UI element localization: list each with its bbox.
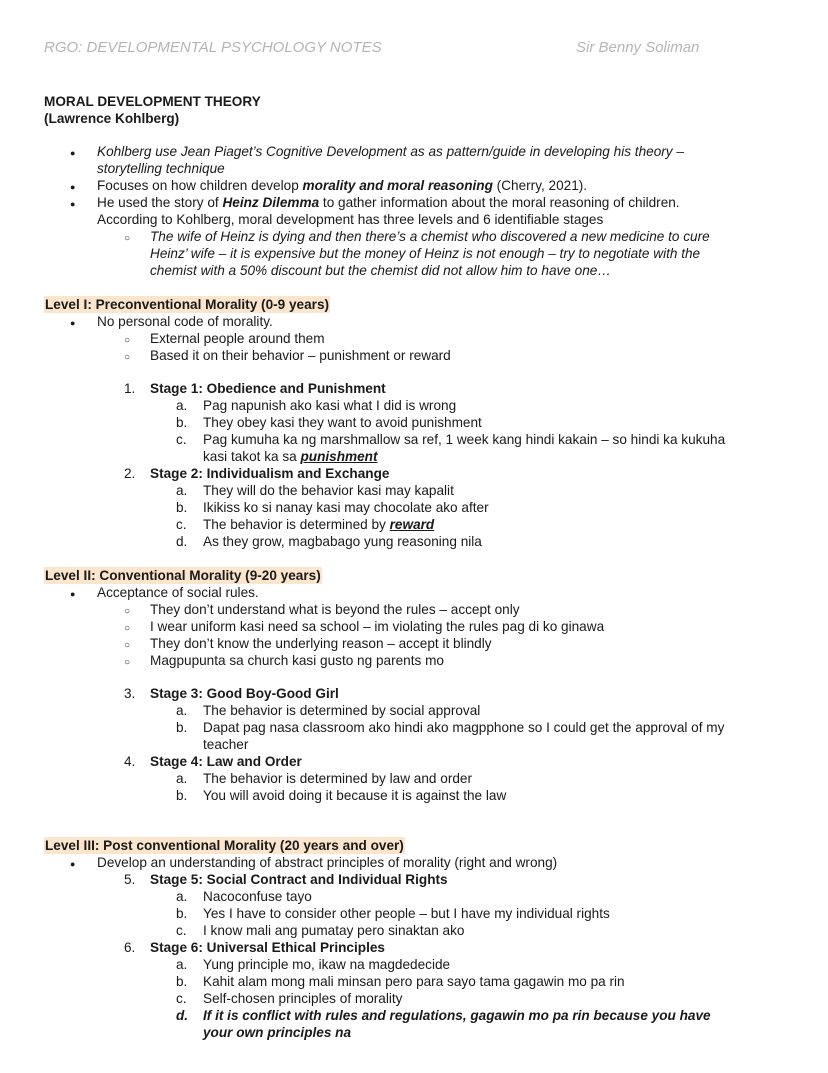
bullet-icon (70, 194, 75, 213)
bullet-icon (70, 143, 75, 162)
list-item: ● Kohlberg use Jean Piaget’s Cognitive Development as as pattern/guide in developing his theory – storytelling technique (0, 143, 828, 177)
circle-bullet-icon (124, 228, 130, 247)
page-header (44, 39, 784, 59)
list-item: ● He used the story of Heinz Dilemma to gather information about the moral reasoning of children. According to Kohlberg, moral development has three levels and 6 identifiable stages (0, 194, 828, 228)
list-item: c. Self-chosen principles of morality (176, 991, 403, 1006)
level-2-heading: Level II: Conventional Morality (9-20 years) (45, 568, 321, 583)
list-item: ○ The wife of Heinz is dying and then there’s a chemist who discovered a new medicine to cure Heinz’ wife – it is expensive but the money of Heinz is not enough – try to negotiate with the chemist with a 50% discount but the chemist did not allow him to have one… (0, 228, 828, 279)
list-item: b. Yes I have to consider other people – but I have my individual rights (176, 906, 610, 921)
level-1-section (0, 313, 828, 550)
list-item: b. Ikikiss ko si nanay kasi may chocolate ako after (176, 500, 489, 515)
list-item: c. Pag kumuha ka ng marshmallow sa ref, 1 week kang hindi kakain – so hindi ka kukuha kasi takot ka sa punishment (176, 432, 726, 464)
list-item: ○ I wear uniform kasi need sa school – im violating the rules pag di ko ginawa (0, 618, 828, 635)
list-item: ● Develop an understanding of abstract principles of morality (right and wrong) (0, 854, 828, 871)
list-item: c. I know mali ang pumatay pero sinaktan ako (176, 923, 465, 938)
list-item: a. The behavior is determined by social approval (176, 703, 481, 718)
list-item: ○ Based it on their behavior – punishment or reward (0, 347, 828, 364)
level-3-heading: Level III: Post conventional Morality (20 years and over) (45, 838, 404, 853)
level-1-heading: Level I: Preconventional Morality (0-9 years) (45, 297, 330, 312)
list-item: ● Focuses on how children develop morality and moral reasoning (Cherry, 2021). (0, 177, 828, 194)
list-item: ○ Magpupunta sa church kasi gusto ng parents mo (0, 652, 828, 669)
header-author: Sir Benny Soliman (576, 39, 700, 56)
list-item: ● No personal code of morality. (0, 313, 828, 330)
list-item: c. The behavior is determined by reward (176, 517, 435, 532)
level-2-section (0, 584, 828, 804)
header-course-title: RGO: DEVELOPMENTAL PSYCHOLOGY NOTES (44, 39, 382, 56)
list-item: a. They will do the behavior kasi may kapalit (176, 483, 454, 498)
stage-1-title: 1. Stage 1: Obedience and Punishment (124, 381, 386, 396)
stage-5-title: 5. Stage 5: Social Contract and Individual Rights (124, 872, 448, 887)
list-item: d. If it is conflict with rules and regulations, gagawin mo pa rin because you have your own principles na (176, 1008, 711, 1040)
stage-3-title: 3. Stage 3: Good Boy-Good Girl (124, 686, 339, 701)
stage-2-title: 2. Stage 2: Individualism and Exchange (124, 466, 390, 481)
list-item: ● Acceptance of social rules. (0, 584, 828, 601)
list-item: b. You will avoid doing it because it is against the law (176, 788, 507, 803)
level-3-section (0, 854, 828, 1041)
list-item: ○ External people around them (0, 330, 828, 347)
stage-4-title: 4. Stage 4: Law and Order (124, 754, 302, 769)
list-item: ○ They don’t know the underlying reason – accept it blindly (0, 635, 828, 652)
intro-section (0, 143, 828, 279)
list-item: d. As they grow, magbabago yung reasoning nila (176, 534, 482, 549)
stage-6-title: 6. Stage 6: Universal Ethical Principles (124, 940, 385, 955)
document-title (44, 93, 261, 127)
list-item: b. Kahit alam mong mali minsan pero para sayo tama gagawin mo pa rin (176, 974, 625, 989)
list-item: ○ They don’t understand what is beyond the rules – accept only (0, 601, 828, 618)
title-author: (Lawrence Kohlberg) (44, 111, 180, 126)
list-item: b. Dapat pag nasa classroom ako hindi ako magpphone so I could get the approval of my teacher (176, 720, 725, 752)
list-item: a. Pag napunish ako kasi what I did is wrong (176, 398, 457, 413)
title-main: MORAL DEVELOPMENT THEORY (44, 94, 261, 109)
list-item: a. Yung principle mo, ikaw na magdedecide (176, 957, 451, 972)
list-item: a. The behavior is determined by law and order (176, 771, 473, 786)
list-item: a. Nacoconfuse tayo (176, 889, 312, 904)
list-item: b. They obey kasi they want to avoid punishment (176, 415, 482, 430)
